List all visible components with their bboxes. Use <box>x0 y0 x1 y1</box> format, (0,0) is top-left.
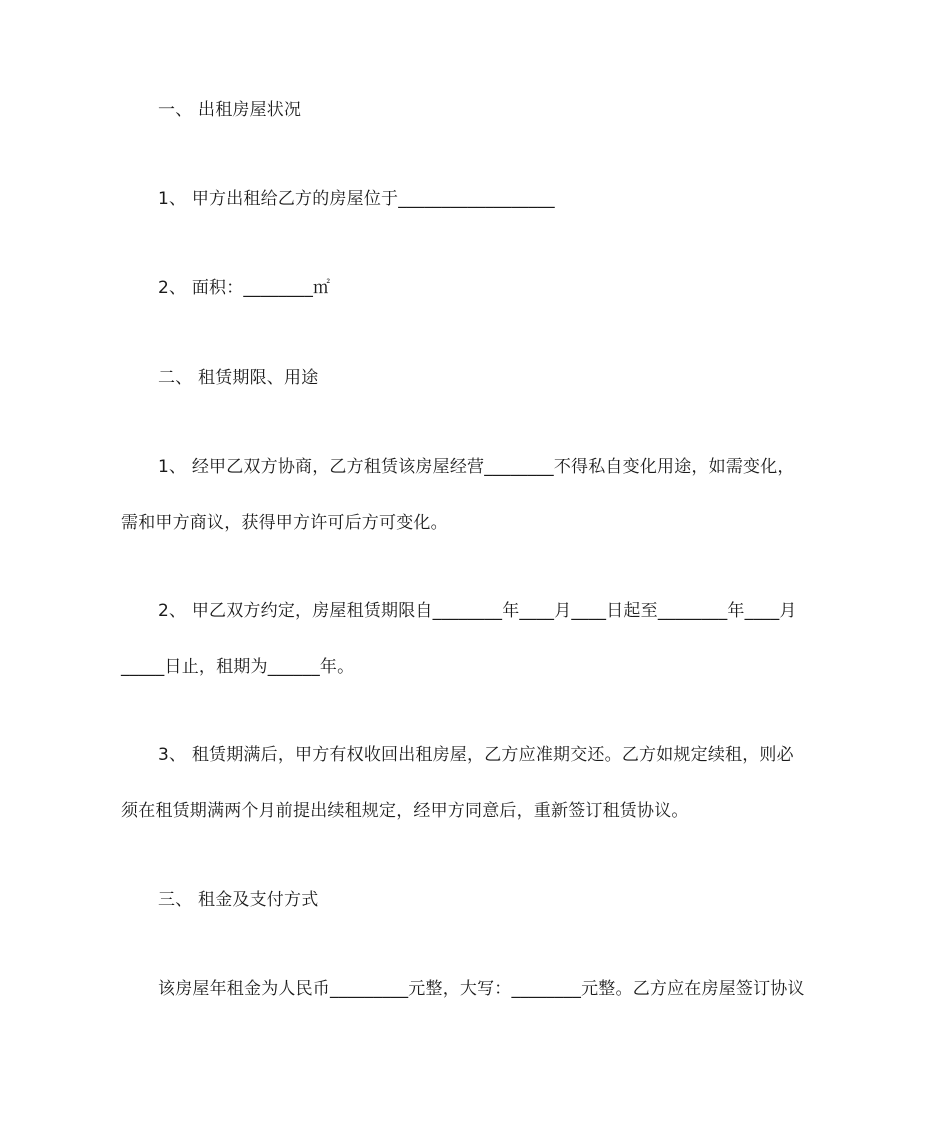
clause-usage-line-1: 1、 经甲乙双方协商，乙方租赁该房屋经营________不得私自变化用途，如需变化， <box>158 457 795 477</box>
section-heading-1: 一、 出租房屋状况 <box>158 100 302 120</box>
section-heading-3: 三、 租金及支付方式 <box>158 890 319 910</box>
clause-term-line-1: 2、 甲乙双方约定，房屋租赁期限自________年____月____日起至________年____月 <box>158 601 797 621</box>
clause-rent-line-1: 该房屋年租金为人民币_________元整，大写：________元整。乙方应在房屋签订协议 <box>158 979 805 999</box>
clause-renewal-line-1: 3、 租赁期满后，甲方有权收回出租房屋，乙方应准期交还。乙方如规定续租，则必 <box>158 745 794 765</box>
clause-term-line-2: _____日止，租期为______年。 <box>121 657 355 677</box>
section-heading-2: 二、 租赁期限、用途 <box>158 368 319 388</box>
clause-area: 2、 面积：________㎡ <box>158 278 331 298</box>
clause-usage-line-2: 需和甲方商议，获得甲方许可后方可变化。 <box>121 513 448 533</box>
clause-location: 1、 甲方出租给乙方的房屋位于__________________ <box>158 189 555 209</box>
clause-renewal-line-2: 须在租赁期满两个月前提出续租规定，经甲方同意后，重新签订租赁协议。 <box>121 801 689 821</box>
